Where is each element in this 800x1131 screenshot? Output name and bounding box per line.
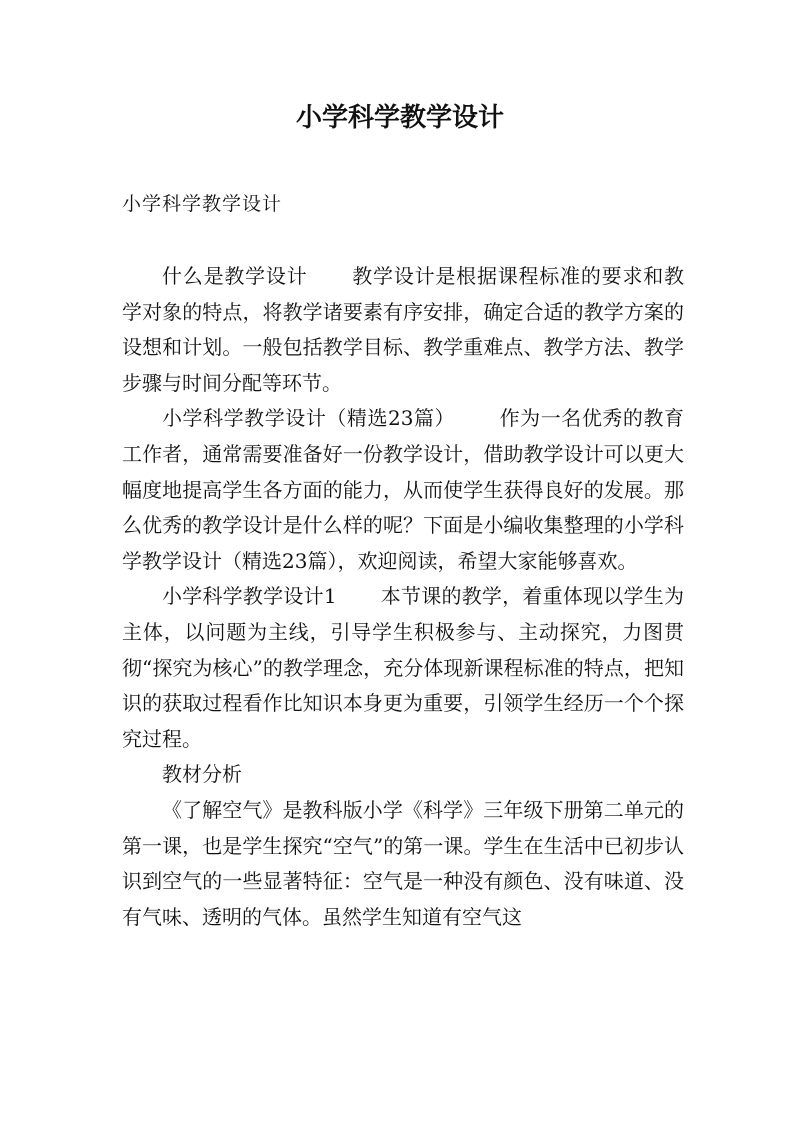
paragraph-design-1 [122,579,684,757]
section-heading-material-analysis: 教材分析 [162,762,242,787]
paragraph-text: 作为一名优秀的教育工作者，通常需要准备好一份教学设计，借助教学设计可以更大幅度地提高学生各方面的能力，从而使学生获得良好的发展。那么优秀的教学设计是什么样的呢？下面是小编收集整理的小学科学教学设计（精选23篇），欢迎阅读，希望大家能够喜欢。 [122,406,685,573]
paragraph-lead: 小学科学教学设计（精选23篇） [162,406,456,431]
paragraph-definition [122,259,684,401]
paragraph-material-analysis: 《了解空气》是教科版小学《科学》三年级下册第二单元的第一课，也是学生探究“空气”的第一课。学生在生活中已初步认识到空气的一些显著特征：空气是一种没有颜色、没有味道、没有气味、透明的气体。虽然学生知道有空气这 [122,797,684,929]
document-title: 小学科学教学设计 [295,103,504,133]
paragraph-intro [122,401,684,579]
document-body [122,259,684,935]
document-subtitle: 小学科学教学设计 [122,193,283,215]
paragraph-lead: 什么是教学设计 [162,264,308,288]
paragraph-text: 本节课的教学，着重体现以学生为主体，以问题为主线，引导学生积极参与、主动探究，力图贯彻“探究为核心”的教学理念，充分体现新课程标准的特点，把知识的获取过程看作比知识本身更为重要，引领学生经历一个个探究过程。 [122,584,684,751]
paragraph-text: 教学设计是根据课程标准的要求和教学对象的特点，将教学诸要素有序安排，确定合适的教学方案的设想和计划。一般包括教学目标、教学重难点、教学方法、教学步骤与时间分配等环节。 [122,264,685,395]
paragraph-lead: 小学科学教学设计1 [162,584,337,609]
